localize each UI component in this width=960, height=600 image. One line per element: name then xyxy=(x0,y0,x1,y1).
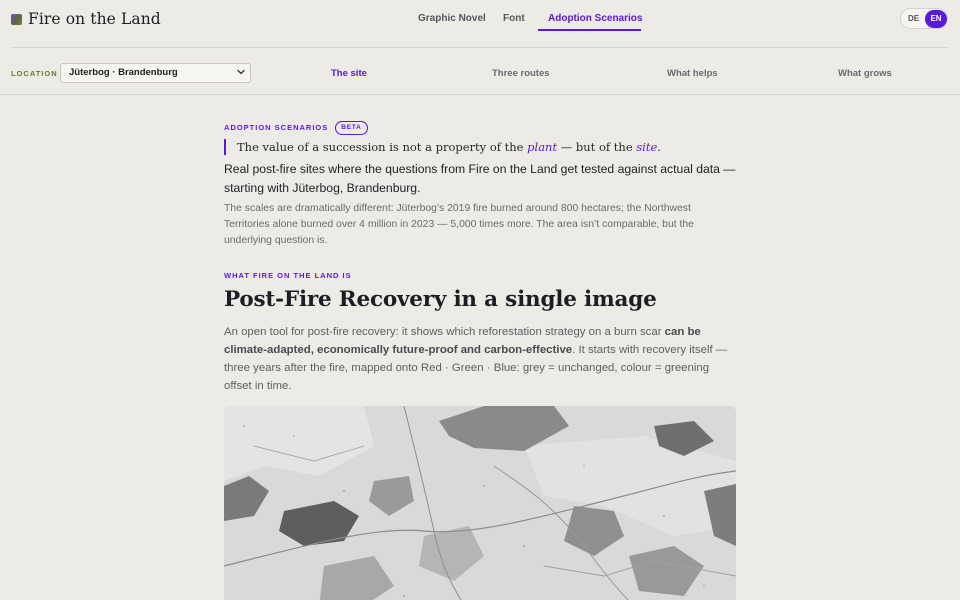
intro-bold: can be climate-adapted, economically future-proof and carbon-effective xyxy=(224,326,701,356)
lead-paragraph: Real post-fire sites where the questions from Fire on the Land get tested against actual data — starting with Jüterbog, Brandenburg. xyxy=(224,162,736,195)
location-bar xyxy=(0,48,960,95)
intro-text-2: . It starts with recovery itself — three years after the fire, mapped onto Red · Green · Blue: grey = unchanged, colour = greening offset in time. xyxy=(224,344,728,392)
top-header xyxy=(0,0,960,48)
recovery-map-image xyxy=(224,406,736,600)
what-is-eyebrow: WHAT FIRE ON THE LAND IS xyxy=(224,271,352,280)
quote-text-2: — but of the xyxy=(557,140,637,154)
chevron-down-icon xyxy=(236,67,246,77)
main-nav xyxy=(0,0,960,48)
language-toggle xyxy=(900,8,948,29)
tab-font[interactable]: Font xyxy=(503,13,525,24)
location-label: LOCATION xyxy=(11,69,58,78)
section-tab-what-helps[interactable]: What helps xyxy=(667,68,718,79)
intro-text-1: An open tool for post-fire recovery: it shows which reforestation strategy on a burn scar xyxy=(224,326,665,338)
quote-emphasis-site: site xyxy=(636,140,658,154)
pull-quote xyxy=(224,139,736,155)
location-select-value: Jüterbog · Brandenburg xyxy=(69,67,178,78)
quote-emphasis-plant: plant xyxy=(527,140,558,154)
section-eyebrow: ADOPTION SCENARIOS xyxy=(224,123,329,132)
tab-adoption-scenarios[interactable]: Adoption Scenarios xyxy=(548,13,643,24)
section-tab-the-site[interactable]: The site xyxy=(331,68,367,79)
section-tab-what-grows[interactable]: What grows xyxy=(838,68,892,79)
satellite-map-graphic xyxy=(224,406,736,600)
quote-text-1: The value of a succession is not a property of the xyxy=(237,140,528,154)
location-select[interactable] xyxy=(60,63,251,83)
beta-badge: BETA xyxy=(335,121,367,135)
brand-name: Fire on the Land xyxy=(28,10,161,28)
lang-de-button[interactable]: DE xyxy=(907,14,920,23)
lang-en-button[interactable]: EN xyxy=(925,10,947,28)
page-title: Post-Fire Recovery in a single image xyxy=(224,287,657,312)
eyebrow-row xyxy=(224,120,368,135)
quote-text-3: . xyxy=(657,140,661,154)
intro-paragraph xyxy=(224,323,736,395)
tab-graphic-novel[interactable]: Graphic Novel xyxy=(418,13,486,24)
section-tab-three-routes[interactable]: Three routes xyxy=(492,68,550,79)
scale-note: The scales are dramatically different: Jüterbog’s 2019 fire burned around 800 hectares; the Northwest Territories alone burned over 4 million in 2023 — 5,000 times more. The area isn’t comparable, but the underlying question is. xyxy=(224,203,694,246)
active-tab-indicator xyxy=(538,29,641,31)
